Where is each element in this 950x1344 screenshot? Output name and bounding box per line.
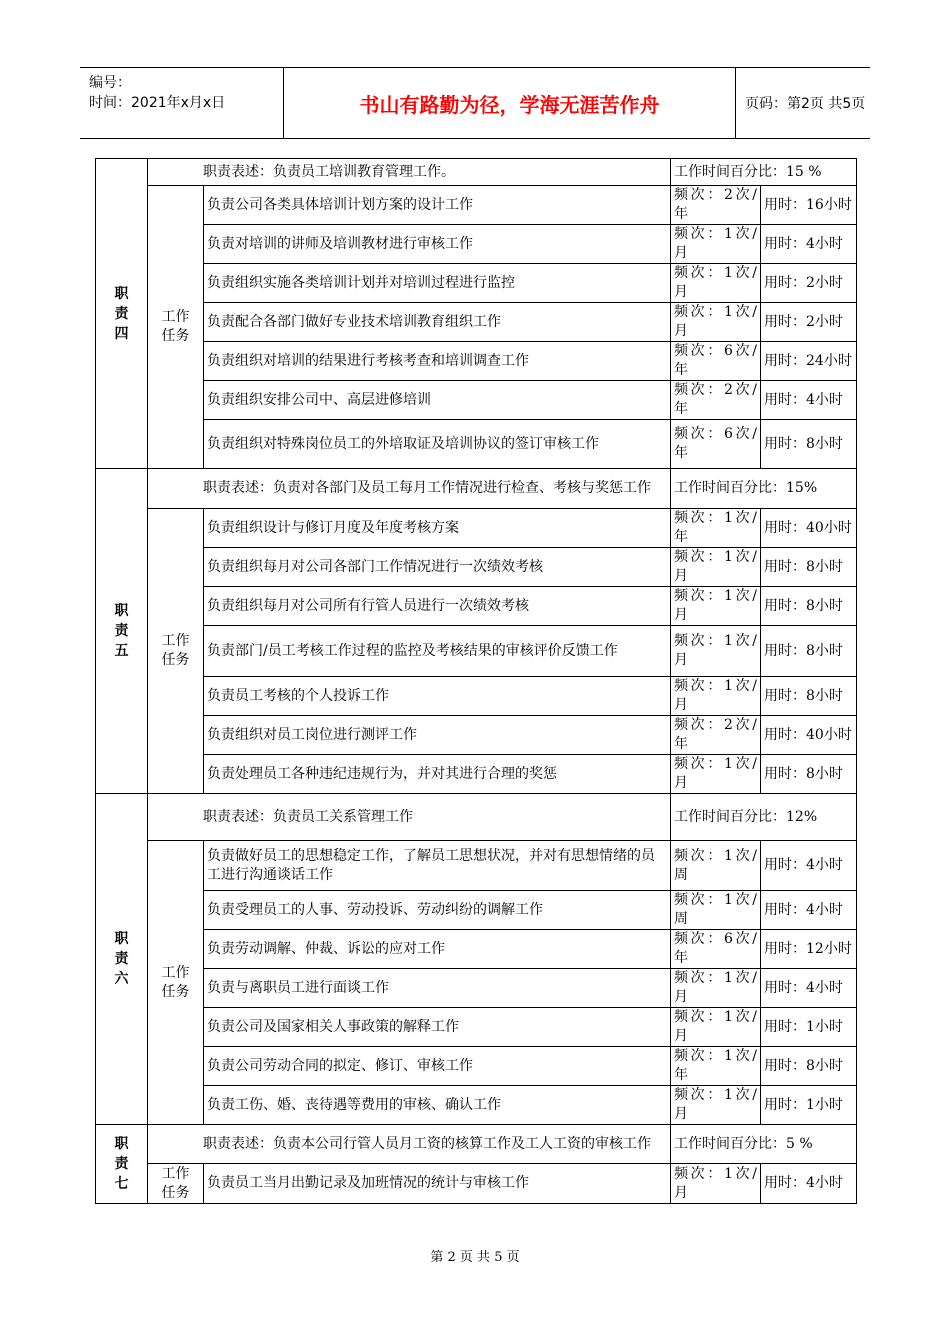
duty-time-percent: 工作时间百分比：12%: [671, 794, 857, 841]
task-description: 负责组织实施各类培训计划并对培训过程进行监控: [204, 264, 671, 303]
task-description: 负责工伤、婚、丧待遇等费用的审核、确认工作: [204, 1086, 671, 1125]
task-description: 负责受理员工的人事、劳动投诉、劳动纠纷的调解工作: [204, 891, 671, 930]
task-frequency: 频次：2次/年: [671, 381, 761, 420]
task-frequency: 频次：1次/年: [671, 1047, 761, 1086]
task-hours: 用时：4小时: [761, 841, 857, 891]
task-hours: 用时：4小时: [761, 225, 857, 264]
task-hours: 用时：8小时: [761, 587, 857, 626]
task-group-label: [148, 509, 204, 794]
task-group-label-text: 工作任务: [161, 309, 190, 344]
task-row: [96, 1008, 857, 1047]
task-description: 负责与离职员工进行面谈工作: [204, 969, 671, 1008]
task-hours: 用时：16小时: [761, 186, 857, 225]
duty-name-text: 职责五: [114, 603, 129, 659]
task-frequency: 频次：1次/月: [671, 755, 761, 794]
task-description: 负责组织设计与修订月度及年度考核方案: [204, 509, 671, 548]
task-hours: 用时：4小时: [761, 1164, 857, 1204]
task-frequency: 频次：1次/月: [671, 303, 761, 342]
task-description: 负责做好员工的思想稳定工作，了解员工思想状况，并对有思想情绪的员工进行沟通谈话工作: [204, 841, 671, 891]
task-hours: 用时：8小时: [761, 548, 857, 587]
task-frequency: 频次：1次/月: [671, 969, 761, 1008]
duty-name: [96, 159, 148, 469]
task-frequency: 频次：1次/月: [671, 225, 761, 264]
duty-name: [96, 794, 148, 1125]
duty-name-text: 职责七: [114, 1136, 129, 1192]
task-row: [96, 626, 857, 677]
task-row: [96, 1086, 857, 1125]
task-hours: 用时：4小时: [761, 381, 857, 420]
task-row: [96, 342, 857, 381]
header-motto: 书山有路勤为径，学海无涯苦作舟: [283, 68, 736, 138]
duty-time-percent: 工作时间百分比：15 %: [671, 159, 857, 186]
task-hours: 用时：40小时: [761, 509, 857, 548]
task-description: 负责公司各类具体培训计划方案的设计工作: [204, 186, 671, 225]
task-description: 负责公司及国家相关人事政策的解释工作: [204, 1008, 671, 1047]
task-frequency: 频次：1次/月: [671, 677, 761, 716]
task-group-label: [148, 186, 204, 469]
duty-table: [95, 158, 857, 1204]
duty-statement-row: [96, 469, 857, 509]
task-description: 负责组织安排公司中、高层进修培训: [204, 381, 671, 420]
duty-statement: 职责表述：负责员工培训教育管理工作。: [148, 159, 671, 186]
duty-time-percent: 工作时间百分比：15%: [671, 469, 857, 509]
duty-time-percent: 工作时间百分比：5 %: [671, 1125, 857, 1164]
header-meta: [80, 68, 283, 138]
task-row: [96, 841, 857, 891]
task-description: 负责组织对特殊岗位员工的外培取证及培训协议的签订审核工作: [204, 420, 671, 469]
task-description: 负责公司劳动合同的拟定、修订、审核工作: [204, 1047, 671, 1086]
task-row: [96, 186, 857, 225]
task-frequency: 频次：1次/月: [671, 587, 761, 626]
task-hours: 用时：4小时: [761, 891, 857, 930]
duty-name-text: 职责四: [114, 285, 129, 342]
task-description: 负责组织对员工岗位进行测评工作: [204, 716, 671, 755]
task-description: 负责配合各部门做好专业技术培训教育组织工作: [204, 303, 671, 342]
duty-statement-row: [96, 794, 857, 841]
task-row: [96, 548, 857, 587]
task-frequency: 频次：6次/年: [671, 420, 761, 469]
task-description: 负责对培训的讲师及培训教材进行审核工作: [204, 225, 671, 264]
task-hours: 用时：8小时: [761, 420, 857, 469]
duty-name: [96, 1125, 148, 1204]
task-frequency: 频次：2次/年: [671, 716, 761, 755]
task-row: [96, 969, 857, 1008]
task-frequency: 频次：2次/年: [671, 186, 761, 225]
task-description: 负责劳动调解、仲裁、诉讼的应对工作: [204, 930, 671, 969]
task-description: 负责员工当月出勤记录及加班情况的统计与审核工作: [204, 1164, 671, 1204]
task-row: [96, 381, 857, 420]
task-row: [96, 716, 857, 755]
task-hours: 用时：8小时: [761, 755, 857, 794]
task-frequency: 频次：1次/月: [671, 1164, 761, 1204]
task-row: [96, 1047, 857, 1086]
task-row: [96, 891, 857, 930]
task-group-label: [148, 1164, 204, 1204]
task-group-label-text: 工作任务: [161, 1165, 190, 1201]
document-header: [80, 67, 870, 139]
task-row: [96, 264, 857, 303]
task-hours: 用时：1小时: [761, 1008, 857, 1047]
duty-statement: 职责表述：负责对各部门及员工每月工作情况进行检查、考核与奖惩工作: [148, 469, 671, 509]
task-frequency: 频次：1次/月: [671, 1086, 761, 1125]
task-description: 负责组织每月对公司所有行管人员进行一次绩效考核: [204, 587, 671, 626]
task-hours: 用时：8小时: [761, 677, 857, 716]
task-row: [96, 930, 857, 969]
task-frequency: 频次：1次/月: [671, 548, 761, 587]
task-row: [96, 303, 857, 342]
task-row: [96, 755, 857, 794]
task-frequency: 频次：1次/月: [671, 1008, 761, 1047]
task-row: [96, 225, 857, 264]
task-group-label-text: 工作任务: [161, 964, 190, 1000]
duty-statement: 职责表述：负责本公司行管人员月工资的核算工作及工人工资的审核工作: [148, 1125, 671, 1164]
task-row: [96, 1164, 857, 1204]
duty-name: [96, 469, 148, 794]
duty-name-text: 职责六: [114, 931, 129, 987]
task-group-label-text: 工作任务: [161, 633, 190, 668]
task-frequency: 频次：1次/周: [671, 891, 761, 930]
page-number-label: 页码：第2页 共5页: [745, 96, 866, 112]
task-row: [96, 587, 857, 626]
task-row: [96, 677, 857, 716]
code-label: 编号：: [89, 75, 131, 91]
task-frequency: 频次：6次/年: [671, 342, 761, 381]
task-description: 负责组织对培训的结果进行考核考查和培训调查工作: [204, 342, 671, 381]
task-description: 负责组织每月对公司各部门工作情况进行一次绩效考核: [204, 548, 671, 587]
task-hours: 用时：1小时: [761, 1086, 857, 1125]
duty-statement: 职责表述：负责员工关系管理工作: [148, 794, 671, 841]
date-label: 时间：2021年x月x日: [89, 95, 226, 111]
task-row: [96, 509, 857, 548]
duty-statement-row: [96, 1125, 857, 1164]
task-frequency: 频次：1次/周: [671, 841, 761, 891]
task-row: [96, 420, 857, 469]
task-hours: 用时：2小时: [761, 303, 857, 342]
page-footer: 第 2 页 共 5 页: [430, 1250, 520, 1265]
task-hours: 用时：2小时: [761, 264, 857, 303]
task-hours: 用时：8小时: [761, 626, 857, 677]
task-description: 负责部门/员工考核工作过程的监控及考核结果的审核评价反馈工作: [204, 626, 671, 677]
task-hours: 用时：24小时: [761, 342, 857, 381]
task-group-label: [148, 841, 204, 1125]
task-hours: 用时：4小时: [761, 969, 857, 1008]
task-frequency: 频次：1次/月: [671, 264, 761, 303]
task-frequency: 频次：6次/年: [671, 930, 761, 969]
task-frequency: 频次：1次/年: [671, 509, 761, 548]
task-description: 负责员工考核的个人投诉工作: [204, 677, 671, 716]
task-hours: 用时：12小时: [761, 930, 857, 969]
task-frequency: 频次：1次/月: [671, 626, 761, 677]
task-hours: 用时：8小时: [761, 1047, 857, 1086]
duty-statement-row: [96, 159, 857, 186]
task-description: 负责处理员工各种违纪违规行为，并对其进行合理的奖惩: [204, 755, 671, 794]
task-hours: 用时：40小时: [761, 716, 857, 755]
